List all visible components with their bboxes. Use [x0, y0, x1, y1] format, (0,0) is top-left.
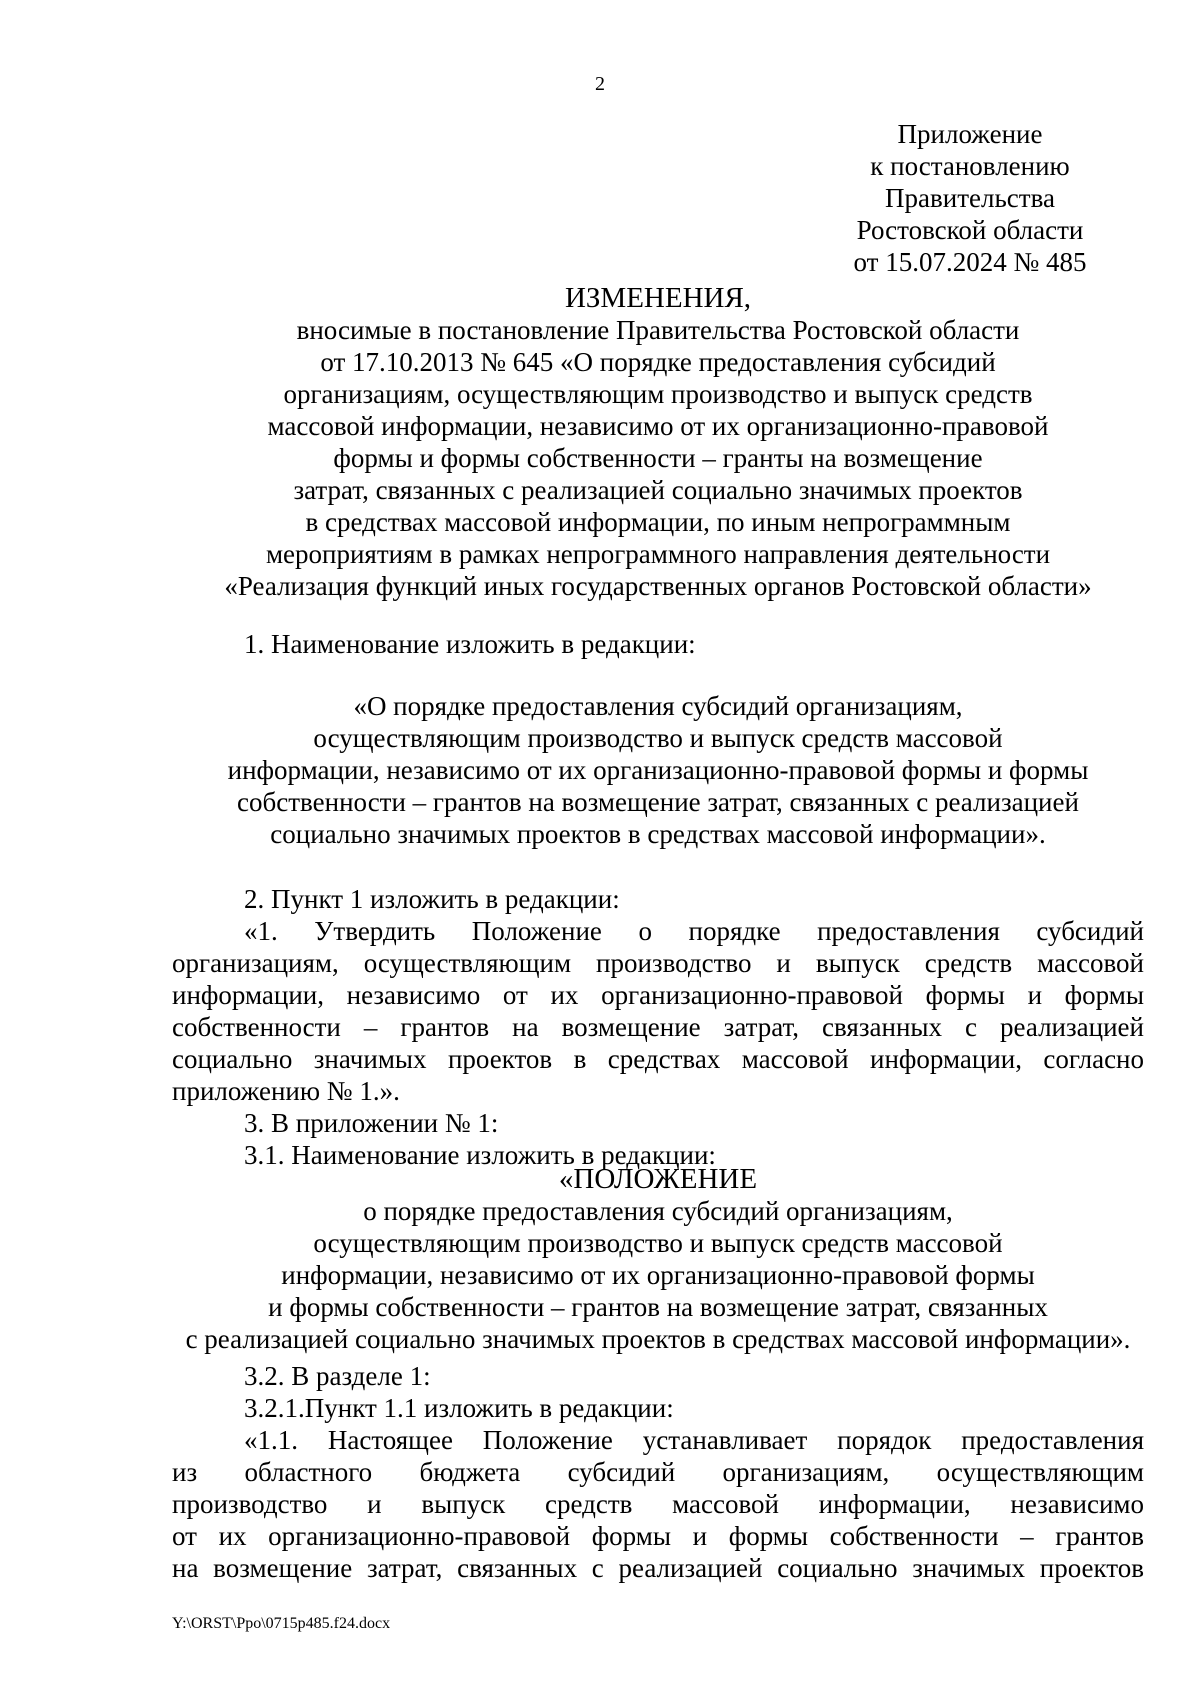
title-line: в средствах массовой информации, по иным непрограммным [305, 507, 1011, 537]
quote-line: «О порядке предоставления субсидий организациям, [353, 691, 963, 721]
title-line: массовой информации, независимо от их организационно-правовой [267, 411, 1049, 441]
item-3-2-1-label: 3.2.1.Пункт 1.1 изложить в редакции: [244, 1393, 674, 1423]
file-path-footer: Y:\ORST\Ppo\0715p485.f24.docx [172, 1615, 391, 1632]
title-line: формы и формы собственности – гранты на возмещение [333, 443, 983, 473]
appendix-line: Ростовской области [856, 215, 1084, 245]
appendix-line: от 15.07.2024 № 485 [853, 247, 1087, 277]
item-2-line: социально значимых проектов в средствах массовой информации, согласно [172, 1044, 1144, 1074]
title-line: организациям, осуществляющим производство и выпуск средств [283, 379, 1033, 409]
position-line: информации, независимо от их организационно-правовой формы [281, 1260, 1035, 1290]
item-3-label: 3. В приложении № 1: [244, 1108, 499, 1138]
item-3-1-label: 3.1. Наименование изложить в редакции: [244, 1140, 716, 1170]
point-1-1-line: на возмещение затрат, связанных с реализацией социально значимых проектов [172, 1553, 1144, 1583]
appendix-line: Приложение [897, 119, 1043, 149]
point-1-1-line: из областного бюджета субсидий организациям, осуществляющим [172, 1457, 1144, 1487]
position-line: с реализацией социально значимых проектов в средствах массовой информации». [185, 1324, 1131, 1354]
position-line: осуществляющим производство и выпуск средств массовой [313, 1228, 1003, 1258]
item-2-line: «1. Утвердить Положение о порядке предоставления субсидий [244, 916, 1144, 946]
quote-line: собственности – грантов на возмещение затрат, связанных с реализацией [237, 787, 1079, 817]
appendix-line: Правительства [885, 183, 1055, 213]
position-heading: «ПОЛОЖЕНИЕ [558, 1163, 758, 1195]
title-line: мероприятиям в рамках непрограммного направления деятельности [265, 539, 1051, 569]
item-2-line: информации, независимо от их организационно-правовой формы и формы [172, 980, 1144, 1010]
quote-line: социально значимых проектов в средствах массовой информации». [270, 819, 1046, 849]
document-title [172, 282, 1144, 602]
quote-line: осуществляющим производство и выпуск средств массовой [313, 723, 1003, 753]
item-3-2 [172, 1360, 1144, 1584]
position-title [172, 1163, 1144, 1355]
item-2-label: 2. Пункт 1 изложить в редакции: [244, 884, 620, 914]
appendix-reference [820, 118, 1120, 278]
item-2-line: организациям, осуществляющим производство и выпуск средств массовой [172, 948, 1144, 978]
item-1-quote [172, 690, 1144, 850]
quote-line: информации, независимо от их организационно-правовой формы и формы [227, 755, 1089, 785]
appendix-line: к постановлению [870, 151, 1070, 181]
title-heading: ИЗМЕНЕНИЯ, [564, 282, 752, 314]
page-number: 2 [595, 73, 605, 95]
item-2-line: приложению № 1.». [172, 1076, 400, 1106]
point-1-1-line: от их организационно-правовой формы и формы собственности – грантов [172, 1521, 1144, 1551]
title-line: «Реализация функций иных государственных органов Ростовской области» [224, 571, 1092, 601]
item-2-line: собственности – грантов на возмещение затрат, связанных с реализацией [172, 1012, 1144, 1042]
item-3-2-label: 3.2. В разделе 1: [244, 1361, 431, 1391]
position-line: и формы собственности – грантов на возмещение затрат, связанных [268, 1292, 1048, 1322]
title-line: затрат, связанных с реализацией социально значимых проектов [293, 475, 1023, 505]
item-1 [172, 628, 1144, 660]
title-line: вносимые в постановление Правительства Ростовской области [296, 315, 1020, 345]
position-line: о порядке предоставления субсидий организациям, [363, 1196, 953, 1226]
item-1-label: 1. Наименование изложить в редакции: [244, 629, 696, 659]
item-2 [172, 883, 1144, 1171]
point-1-1-line: «1.1. Настоящее Положение устанавливает порядок предоставления [244, 1425, 1144, 1455]
point-1-1-line: производство и выпуск средств массовой информации, независимо [172, 1489, 1144, 1519]
title-line: от 17.10.2013 № 645 «О порядке предоставления субсидий [320, 347, 996, 377]
